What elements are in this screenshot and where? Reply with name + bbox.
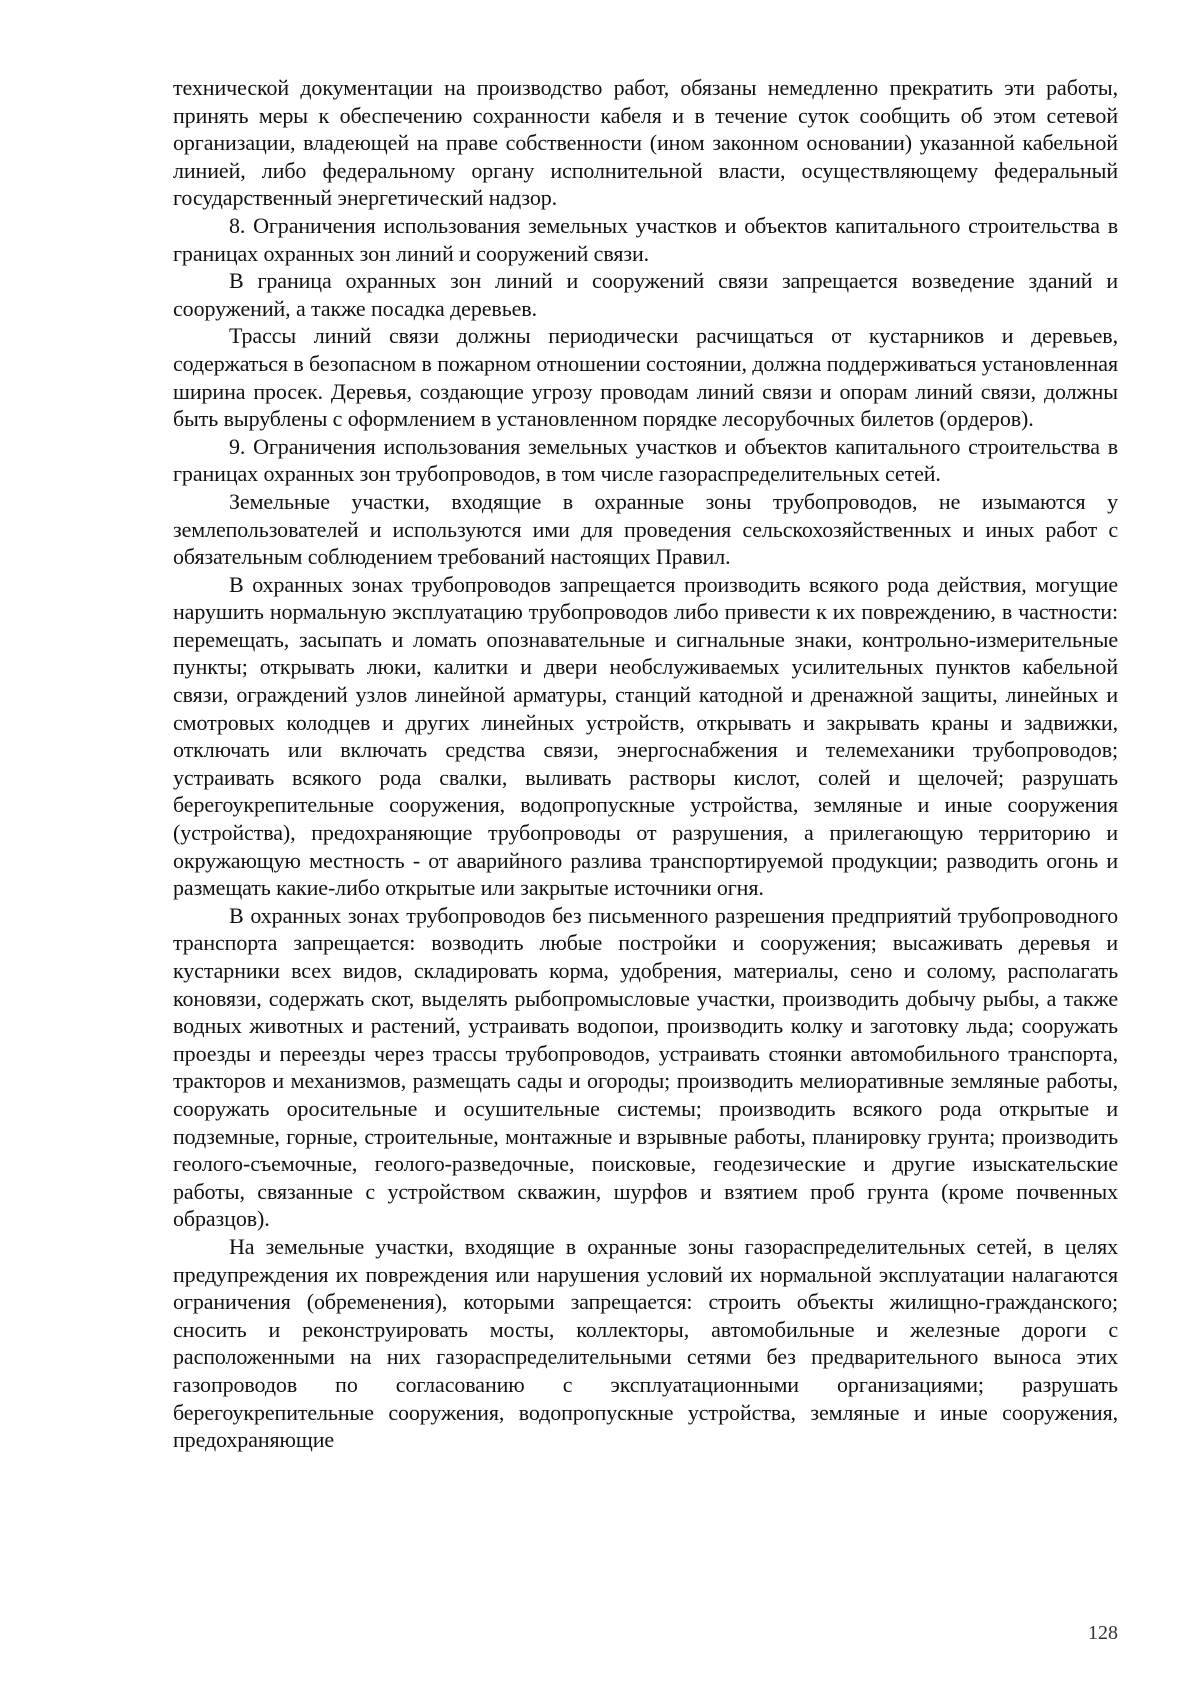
paragraph-continued: На земельные участки, входящие в охранные зоны газораспределительных сетей, в целях предупреждения их повреждения или нарушения условий их нормальной эксплуатации налагаются ограничения (обременения), которыми запрещается: строить объекты жилищно-гражданского; сносить и реконструировать мосты, коллекторы, автомобильные и железные дороги с расположенными на них газораспределительными сетями без предварительного выноса этих газопроводов по согласованию с эксплуатационными организациями; разрушать берегоукрепительные сооружения, водопропускные устройства, земляные и иные сооружения, предохраняющие [173, 1233, 1118, 1453]
section-heading-8: 8. Ограничения использования земельных участков и объектов капитального строительства в границах охранных зон линий и сооружений связи. [173, 212, 1118, 266]
paragraph: В граница охранных зон линий и сооружений связи запрещается возведение зданий и сооружений, а также посадка деревьев. [173, 268, 1118, 321]
paragraph-continuation: технической документации на производство работ, обязаны немедленно прекратить эти работы, принять меры к обеспечению сохранности кабеля и в течение суток сообщить об этом сетевой организации, владеющей на праве собственности (ином законном основании) указанной кабельной линией, либо федеральному органу исполнительной власти, осуществляющему федеральный государственный энергетический надзор. [173, 75, 1118, 211]
paragraph: Земельные участки, входящие в охранные зоны трубопроводов, не изымаются у землепользователей и используются ими для проведения сельскохозяйственных и иных работ с обязательным соблюдением требований настоящих Правил. [173, 488, 1118, 570]
paragraph: Трассы линий связи должны периодически расчищаться от кустарников и деревьев, содержаться в безопасном в пожарном отношении состоянии, должна поддерживаться установленная ширина просек. Деревья, создающие угрозу проводам линий связи и опорам линий связи, должны быть вырублены с оформлением в установленном порядке лесорубочных билетов (ордеров). [173, 323, 1118, 432]
document-body [173, 74, 1118, 1454]
paragraph: В охранных зонах трубопроводов запрещается производить всякого рода действия, могущие нарушить нормальную эксплуатацию трубопроводов либо привести к их повреждению, в частности: перемещать, засыпать и ломать опознавательные и сигнальные знаки, контрольно-измерительные пункты; открывать люки, калитки и двери необслуживаемых усилительных пунктов кабельной связи, ограждений узлов линейной арматуры, станций катодной и дренажной защиты, линейных и смотровых колодцев и других линейных устройств, открывать и закрывать краны и задвижки, отключать или включать средства связи, энергоснабжения и телемеханики трубопроводов; устраивать всякого рода свалки, выливать растворы кислот, солей и щелочей; разрушать берегоукрепительные сооружения, водопропускные устройства, земляные и иные сооружения (устройства), предохраняющие трубопроводы от разрушения, а прилегающую территорию и окружающую местность - от аварийного разлива транспортируемой продукции; разводить огонь и размещать какие-либо открытые или закрытые источники огня. [173, 571, 1118, 901]
section-heading-9: 9. Ограничения использования земельных участков и объектов капитального строительства в границах охранных зон трубопроводов, в том числе газораспределительных сетей. [173, 433, 1118, 487]
page-number: 128 [1088, 1622, 1118, 1644]
paragraph: В охранных зонах трубопроводов без письменного разрешения предприятий трубопроводного транспорта запрещается: возводить любые постройки и сооружения; высаживать деревья и кустарники всех видов, складировать корма, удобрения, материалы, сено и солому, располагать коновязи, содержать скот, выделять рыбопромысловые участки, производить добычу рыбы, а также водных животных и растений, устраивать водопои, производить колку и заготовку льда; сооружать проезды и переезды через трассы трубопроводов, устраивать стоянки автомобильного транспорта, тракторов и механизмов, размещать сады и огороды; производить мелиоративные земляные работы, сооружать оросительные и осушительные системы; производить всякого рода открытые и подземные, горные, строительные, монтажные и взрывные работы, планировку грунта; производить геолого-съемочные, геолого-разведочные, поисковые, геодезические и другие изыскательские работы, связанные с устройством скважин, шурфов и взятием проб грунта (кроме почвенных образцов). [173, 902, 1118, 1232]
